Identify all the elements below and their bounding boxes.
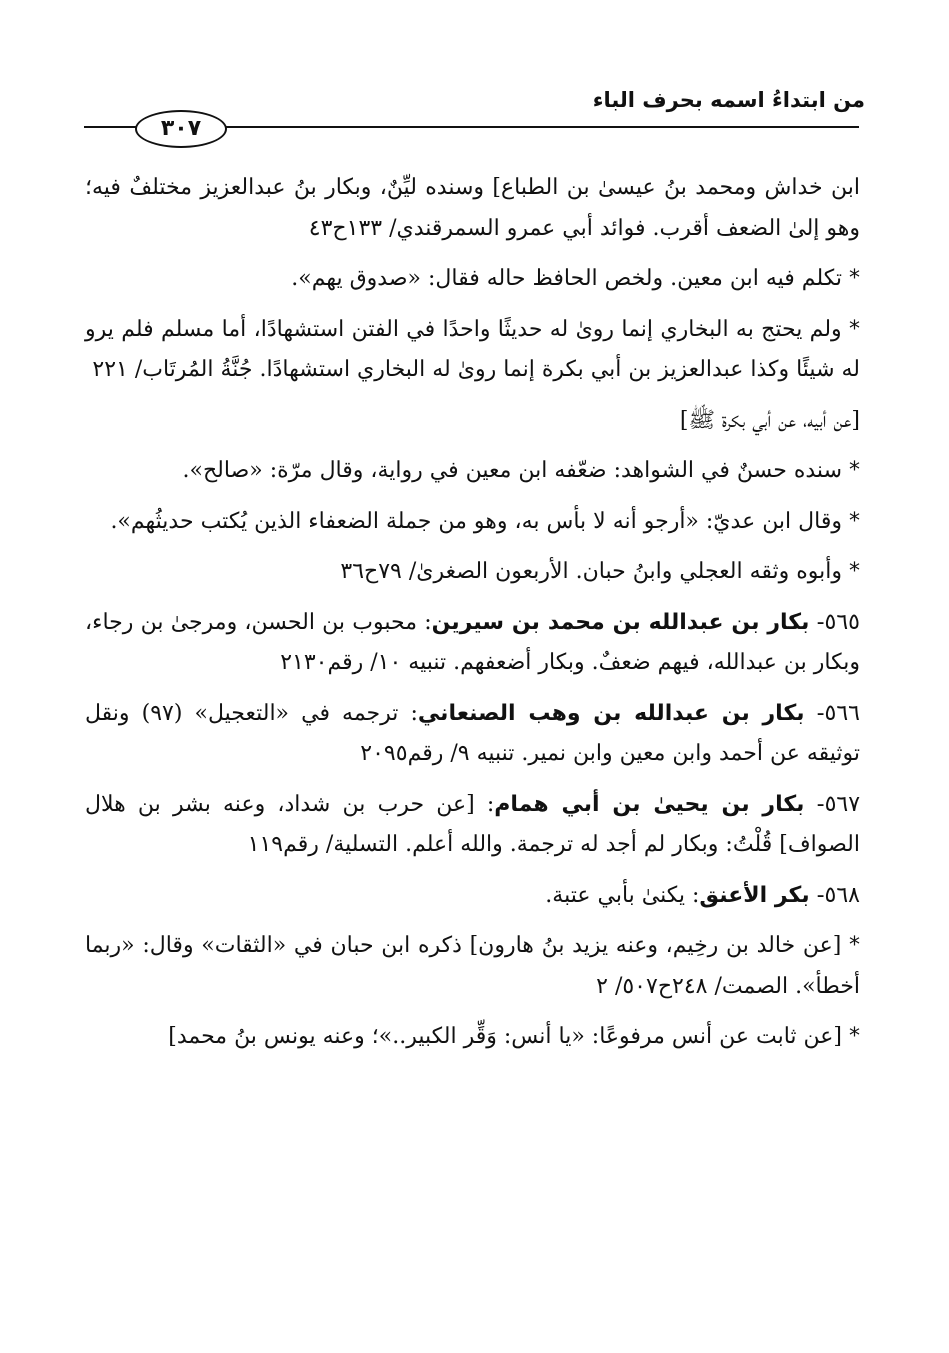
page-number: ٣٠٧ xyxy=(135,110,227,148)
entry-paragraph xyxy=(85,876,860,917)
paragraph xyxy=(85,310,860,391)
paragraph xyxy=(85,926,860,1007)
paragraph-text: : ترجمه في «التعجيل» (٩٧) ونقل توثيقه عن أحمد وابن معين وابن نمير. تنبيه ٩/ رقم٢٠٩٥ xyxy=(85,700,860,766)
paragraph xyxy=(85,401,860,442)
bullet-star: * xyxy=(849,559,860,584)
paragraph-text: [عن خالد بن رخِيم، وعنه يزيد بنُ هارون] ذكره ابن حبان في «الثقات» وقال: «ربما أخطأ». الصمت/ ٢٤٨ح٥٠٧/ ٢ xyxy=(85,933,860,999)
paragraph-text: ولم يحتج به البخاري إنما روىٰ له حديثًا واحدًا في الفتن استشهادًا، أما مسلم فلم يرو له شيئًا وكذا عبدالعزيز بن أبي بكرة إنما روىٰ له البخاري استشهادًا. جُنَّةُ المُرتَاب/ ٢٢١ xyxy=(85,316,860,382)
paragraph-text: وأبوه وثقه العجلي وابنُ حبان. الأربعون الصغرىٰ/ ٧٩ح٣٦ xyxy=(340,559,842,584)
paragraph-text: : محبوب بن الحسن، ومرجىٰ بن رجاء، وبكار بن عبدالله، فيهم ضعفٌ. وبكار أضعفهم. تنبيه ١٠/ رقم٢١٣٠ xyxy=(85,609,860,675)
paragraph-text: سنده حسنٌ في الشواهد: ضعّفه ابن معين في رواية، وقال مرّة: «صالح». xyxy=(182,458,842,483)
paragraph xyxy=(85,259,860,300)
bullet-star: * xyxy=(849,458,860,483)
entry-name: بكار بن عبدالله بن محمد بن سيرين xyxy=(431,609,810,635)
paragraph xyxy=(85,168,860,249)
bullet-star: * xyxy=(849,933,861,958)
paragraph-text: : [عن حرب بن شداد، وعنه بشر بن هلال الصواف] قُلْتُ: وبكار لم أجد له ترجمة. والله أعلم. التسلية/ رقم١١٩ xyxy=(85,791,860,857)
entry-number: ٥٦٥- xyxy=(816,609,860,635)
entry-paragraph xyxy=(85,785,860,866)
paragraph-text: [عن أبيه، عن أبي بكرة ﷺ] xyxy=(679,407,860,433)
bullet-star: * xyxy=(849,508,860,534)
paragraph xyxy=(85,552,860,593)
paragraph-text: وقال ابن عديّ: «أرجو أنه لا بأس به، وهو من جملة الضعفاء الذين يُكتب حديثُهم». xyxy=(110,508,842,534)
running-title: من ابتداءُ اسمه بحرف الباء xyxy=(592,88,865,112)
paragraph xyxy=(85,502,860,543)
paragraph-text: [عن ثابت عن أنس مرفوعًا: «يا أنس: وَقِّر الكبير..»؛ وعنه يونس بنُ محمد] xyxy=(168,1024,842,1049)
entry-name: بكار بن عبدالله بن وهب الصنعاني xyxy=(417,700,805,726)
paragraph-text: : يكنىٰ بأبي عتبة. xyxy=(545,882,700,908)
paragraph-text: تكلم فيه ابن معين. ولخص الحافظ حاله فقال: «صدوق يهم». xyxy=(291,266,842,291)
paragraph xyxy=(85,451,860,492)
entry-number: ٥٦٧- xyxy=(816,791,861,817)
bullet-star: * xyxy=(849,1024,860,1049)
paragraph xyxy=(85,1017,860,1058)
entry-number: ٥٦٦- xyxy=(816,700,860,726)
entry-paragraph xyxy=(85,694,860,775)
entry-paragraph xyxy=(85,603,860,684)
bullet-star: * xyxy=(849,316,860,342)
entry-number: ٥٦٨- xyxy=(816,882,860,908)
bullet-star: * xyxy=(849,266,860,291)
paragraph-text: ابن خداش ومحمد بنُ عيسىٰ بن الطباع] وسنده ليِّنٌ، وبكار بنُ عبدالعزيز مختلفٌ فيه؛ وهو إلىٰ الضعف أقرب. فوائد أبي عمرو السمرقندي/ ١٣٣ح٤٣ xyxy=(85,175,860,241)
entry-name: بكر الأعنق xyxy=(699,882,810,908)
entry-name: بكار بن يحيىٰ بن أبي همام xyxy=(494,791,805,817)
body-text xyxy=(85,168,860,1068)
